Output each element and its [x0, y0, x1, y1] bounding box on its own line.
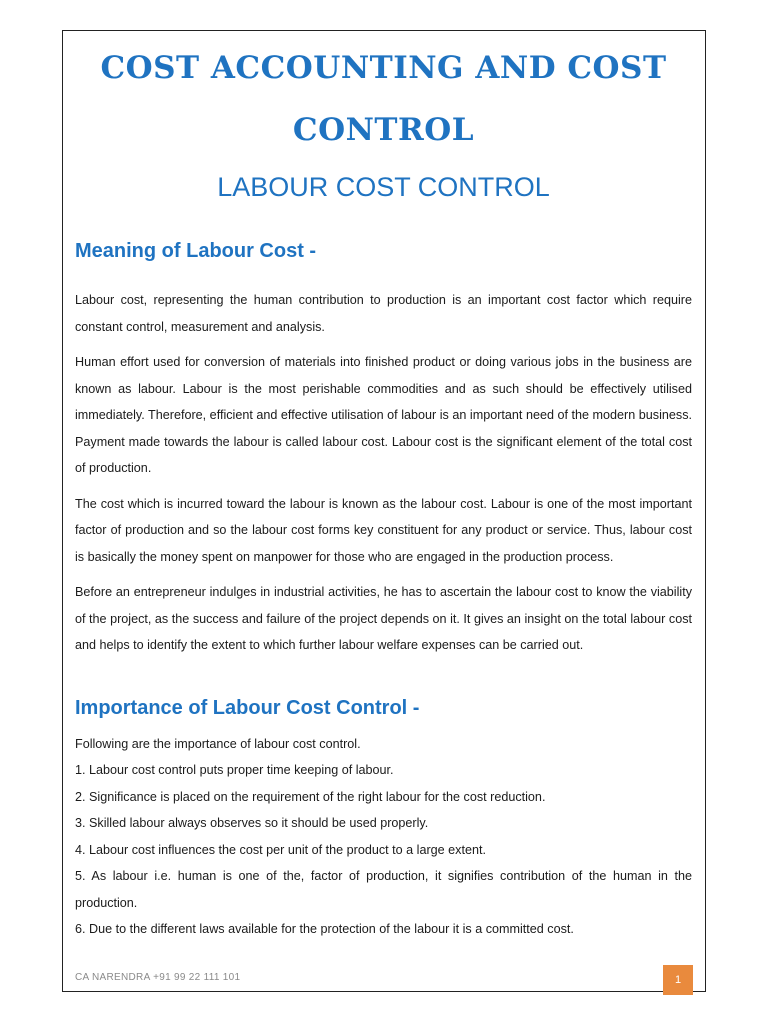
section-heading-meaning: Meaning of Labour Cost - — [75, 240, 317, 262]
section-heading-importance: Importance of Labour Cost Control - — [75, 696, 420, 719]
document-title — [75, 40, 692, 158]
paragraph-3: The cost which is incurred toward the labour is known as the labour cost. Labour is one of the most important factor of production and so the labour cost forms key constituent for any product or service. Thus, labour cost is basically the money spent on manpower for those who are engaged in the production process. — [75, 496, 692, 564]
list-item: 4. Labour cost influences the cost per unit of the product to a large extent. — [75, 842, 486, 857]
document-subtitle: LABOUR COST CONTROL — [217, 172, 550, 202]
paragraph-4: Before an entrepreneur indulges in industrial activities, he has to ascertain the labour cost to know the viability of the project, as the success and failure of the project depends on it. It gives an insight on the total labour cost and helps to identify the extent to which further labour welfare expenses can be carried out. — [75, 585, 692, 652]
list-item: 2. Significance is placed on the requirement of the right labour for the cost reduction. — [75, 789, 546, 804]
list-item: 6. Due to the different laws available for the protection of the labour it is a committed cost. — [75, 922, 574, 936]
title-line-2: CONTROL — [292, 112, 475, 148]
document-body — [75, 40, 692, 943]
page-number-badge: 1 — [663, 965, 693, 995]
title-line-1: COST ACCOUNTING AND COST — [100, 50, 667, 86]
paragraph-2: Human effort used for conversion of materials into finished product or doing various jobs in the business are known as labour. Labour is the most perishable commodities and as such should be effectively utilised immediately. Therefore, efficient and effective utilisation of labour is an important need of the modern business. Payment made towards the labour is called labour cost. Labour cost is the significant element of the total cost of production. — [75, 355, 692, 475]
importance-intro: Following are the importance of labour cost control. — [75, 736, 361, 751]
paragraph-1: Labour cost, representing the human contribution to production is an important cost factor which require constant control, measurement and analysis. — [75, 293, 692, 334]
list-item: 5. As labour i.e. human is one of the, factor of production, it signifies contribution of the human in the production. — [75, 869, 692, 910]
footer-author: CA NARENDRA +91 99 22 111 101 — [75, 972, 241, 983]
list-item: 1. Labour cost control puts proper time keeping of labour. — [75, 763, 394, 777]
list-item: 3. Skilled labour always observes so it should be used properly. — [75, 816, 429, 830]
